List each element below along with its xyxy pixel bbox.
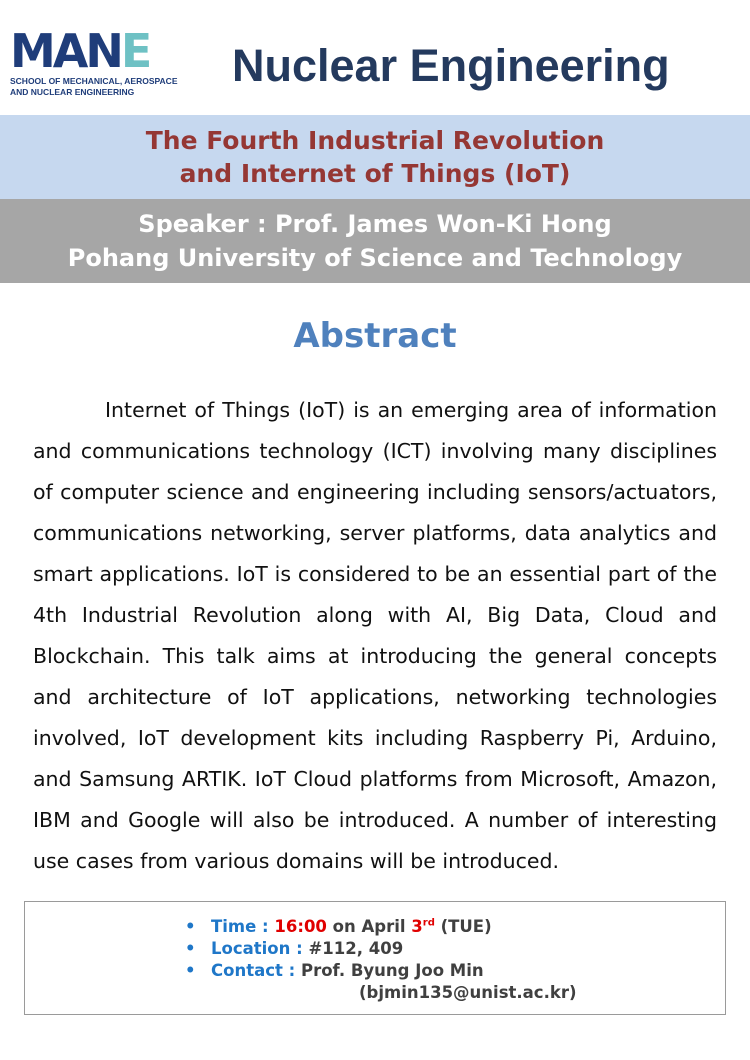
time-day: 3rd bbox=[411, 917, 435, 936]
time-value: 16:00 bbox=[274, 917, 327, 936]
bullet-icon: • bbox=[185, 961, 196, 980]
contact-item bbox=[185, 960, 577, 982]
page-title: Nuclear Engineering bbox=[232, 40, 670, 91]
contact-email-item bbox=[185, 982, 577, 1004]
mane-logo bbox=[10, 24, 190, 103]
time-item bbox=[185, 916, 577, 938]
time-date-prefix: on April bbox=[332, 917, 406, 936]
contact-email: (bjmin135@unist.ac.kr) bbox=[359, 983, 577, 1002]
location-value: #112, 409 bbox=[308, 939, 404, 958]
contact-label: Contact : bbox=[211, 961, 296, 980]
speaker-name: Speaker : Prof. James Won-Ki Hong bbox=[138, 210, 612, 238]
event-info-box bbox=[24, 901, 726, 1015]
logo-subtitle-1: SCHOOL OF MECHANICAL, AEROSPACE bbox=[10, 76, 178, 86]
speaker-band bbox=[0, 199, 750, 283]
bullet-icon: • bbox=[185, 939, 196, 958]
time-label: Time : bbox=[211, 917, 269, 936]
event-info-list bbox=[185, 916, 577, 1004]
contact-name: Prof. Byung Joo Min bbox=[300, 961, 484, 980]
logo-wordmark: MANE bbox=[10, 24, 150, 78]
talk-title-line-1: The Fourth Industrial Revolution bbox=[145, 126, 605, 155]
time-weekday: (TUE) bbox=[440, 917, 492, 936]
speaker-affiliation: Pohang University of Science and Technology bbox=[67, 244, 683, 272]
abstract-text: Internet of Things (IoT) is an emerging area of information and communications technology (ICT) involving many disciplines of computer science and engineering including sensors/actuators, communications networking, server platforms, data analytics and smart applications. IoT is considered to be an essential part of the 4th Industrial Revolution along with AI, Big Data, Cloud and Blockchain. This talk aims at introducing the general concepts and architecture of IoT applications, networking technologies involved, IoT development kits including Raspberry Pi, Arduino, and Samsung ARTIK. IoT Cloud platforms from Microsoft, Amazon, IBM and Google will also be introduced. A number of interesting use cases from various domains will be introduced. bbox=[33, 398, 717, 873]
bullet-icon: • bbox=[185, 917, 196, 936]
talk-title-band bbox=[0, 115, 750, 199]
abstract-heading: Abstract bbox=[293, 316, 457, 356]
location-label: Location : bbox=[211, 939, 303, 958]
talk-title-line-2: and Internet of Things (IoT) bbox=[179, 159, 571, 188]
location-item bbox=[185, 938, 577, 960]
logo-subtitle-2: AND NUCLEAR ENGINEERING bbox=[10, 87, 135, 97]
